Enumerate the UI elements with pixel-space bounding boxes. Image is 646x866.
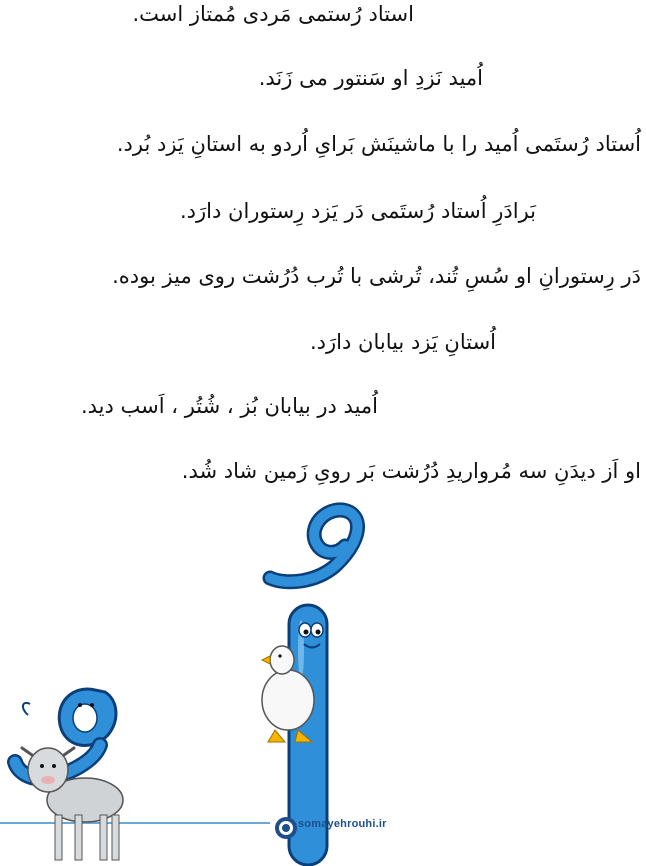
text-line-7: اُمید در بیابان بُز ، شُتُر ، اَسب دید. [80, 394, 378, 418]
text-line-1: استاد رُستمی مَردی مُمتاز است. [132, 2, 414, 26]
damma-mark-icon [270, 510, 358, 582]
text-line-8: او اَز دیدَنِ سه مُرواریدِ دُرُشت بَر رویِ زَمین شاد شُد. [181, 459, 641, 483]
text-line-3: اُستاد رُستَمی اُمید را با ماشینَش بَرایِ اُردو به استانِ یَزد بُرد. [116, 132, 641, 156]
site-credit: somayehrouhi.ir [298, 818, 387, 830]
text-line-5: دَر رِستورانِ او سُسِ تُند، تُرشی با تُرب دُرُشت روی میز بوده. [112, 264, 641, 288]
site-logo-icon [275, 817, 297, 839]
text-line-6: اُستانِ یَزد بیابان دارَد. [310, 330, 496, 354]
text-line-2: اُمید نَزدِ او سَنتور می زَنَد. [258, 66, 483, 90]
text-line-4: بَرادَرِ اُستاد رُستَمی دَر یَزد رِستوران دارَد. [180, 199, 536, 223]
